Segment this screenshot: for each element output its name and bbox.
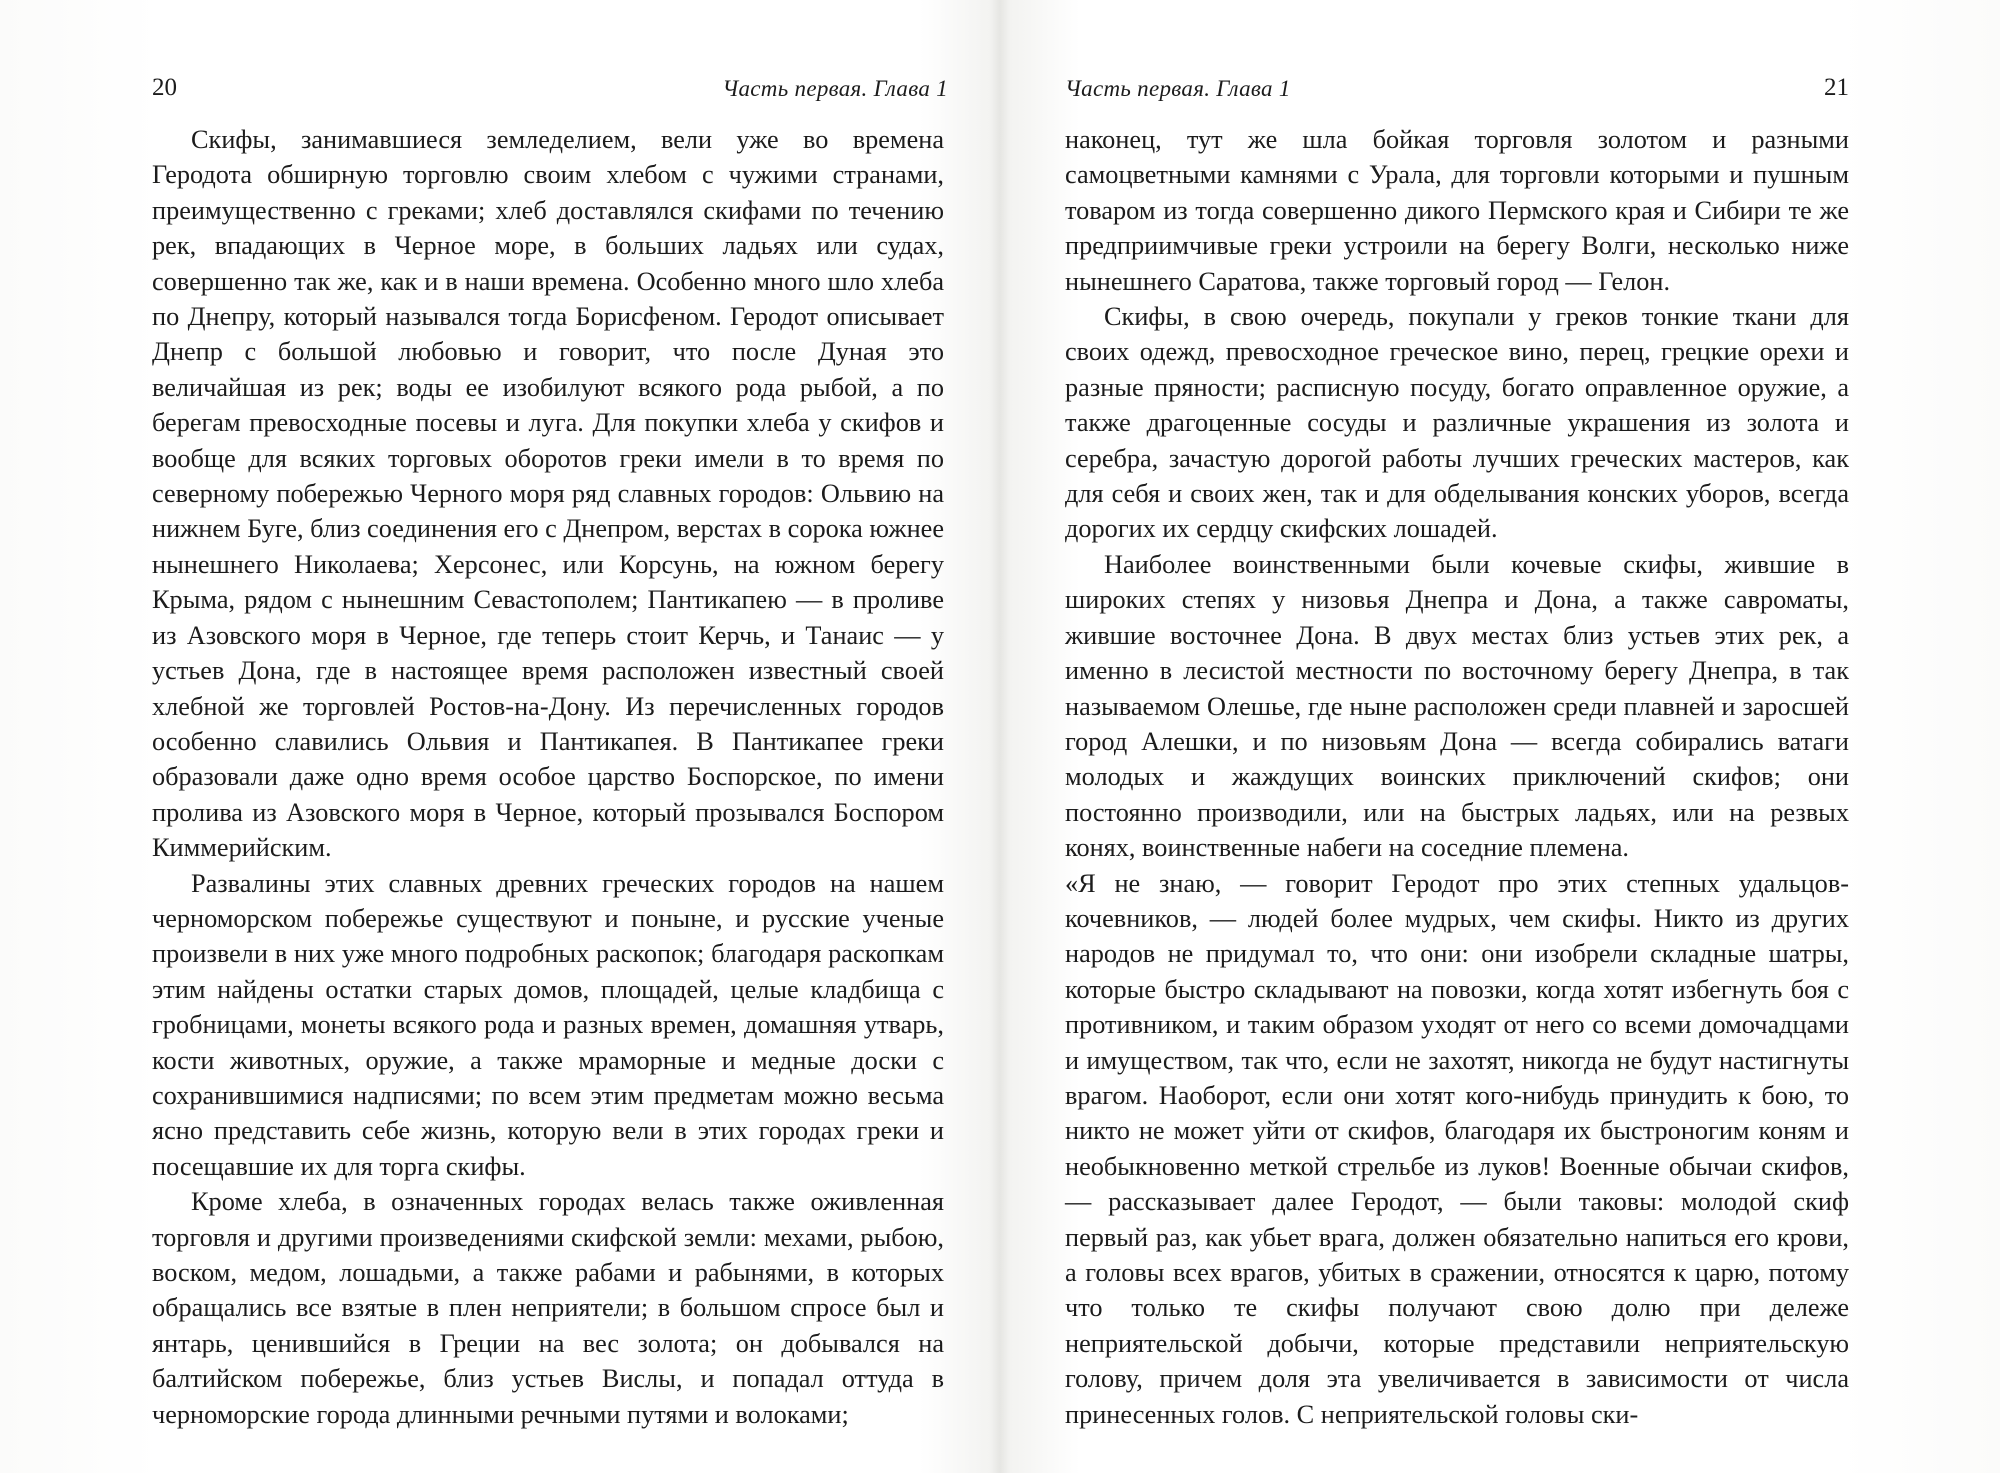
paragraph: «Я не знаю, — говорит Геродот про этих степных удальцов-кочевников, — людей более мудрых, чем скифы. Никто из других народов не придумал то, что они: они изобрели складные шатры, которые быстро складывают на повозки, когда хотят избегнуть боя с противником, и таким образом уходят от него со всеми домочадцами и имуществом, так что, если не захотят, никогда не будут настигнуты врагом. Наоборот, если они хотят кого-нибудь принудить к бою, то никто не может уйти от скифов, благодаря их быстроногим коням и необыкновенно меткой стрельбе из луков! Военные обычаи скифов, — рассказывает далее Геродот, — были таковы: молодой скиф первый раз, как убьет врага, должен обязательно напиться его крови, а головы всех врагов, убитых в сражении, относятся к царю, потому что только те скифы получают свою долю при дележе неприятельской добычи, которые представили неприятельскую голову, причем доля эта увеличивается в зависимости от числа принесенных голов. С неприятельской головы ски- <box>1065 868 1849 1429</box>
body-text <box>1065 122 1849 1432</box>
paragraph: Развалины этих славных древних греческих городов на нашем черноморском побережье существуют и поныне, и русские ученые произвели в них уже много подробных раскопок; благодаря раскопкам этим найдены остатки старых домов, площадей, целые кладбища с гробницами, монеты всякого рода и разных времен, домашняя утварь, кости животных, оружие, а также мраморные и медные доски с сохранившимися надписями; по всем этим предметам можно весьма ясно представить себе жизнь, которую вели в этих городах греки и посещавшие их для торга скифы. <box>152 868 944 1181</box>
paragraph: Наиболее воинственными были кочевые скифы, жившие в широких степях у низовья Днепра и Дона, а также савроматы, жившие восточнее Дона. В двух местах близ устьев этих рек, а именно в лесистой местности по восточному берегу Днепра, в так называемом Олешье, где ныне расположен среди плавней и заросшей город Алешки, и по низовьям Дона — всегда собирались ватаги молодых и жаждущих воинских приключений скифов; они постоянно производили, или на быстрых ладьях, или на резвых конях, воинственные набеги на соседние племена. <box>1065 549 1849 863</box>
running-head: Часть первая. Глава 1 <box>722 76 948 101</box>
paragraph: Скифы, занимавшиеся земледелием, вели уже во времена Геродота обширную торговлю своим хлебом с чужими странами, преимущественно с греками; хлеб доставлялся скифами по течению рек, впадающих в Черное море, в больших ладьях или судах, совершенно так же, как и в наши времена. Особенно много шло хлеба по Днепру, который назывался тогда Борисфеном. Геродот описывает Днепр с большой любовью и говорит, что после Дуная это величайшая из рек; воды ее изобилуют всякого рода рыбой, а по берегам превосходные посевы и луга. Для покупки хлеба у скифов и вообще для всяких торговых оборотов греки имели в то время по северному побережью Черного моря ряд славных городов: Ольвию на нижнем Буге, близ соединения его с Днепром, верстах в сорока южнее нынешнего Николаева; Херсонес, или Корсунь, на южном берегу Крыма, рядом с нынешним Севастополем; Пантикапею — в проливе из Азовского моря в Черное, где теперь стоит Керчь, и Танаис — у устьев Дона, где в настоящее время расположен известный своей хлебной же торговлей Ростов-на-Дону. Из перечисленных городов особенно славились Ольвия и Пантикапея. В Пантикапее греки образовали даже одно время особое царство Боспорское, по имени пролива из Азовского моря в Черное, который прозывался Боспором Киммерийским. <box>152 125 944 863</box>
page-number: 21 <box>1824 74 1849 101</box>
running-head: Часть первая. Глава 1 <box>1065 76 1291 101</box>
page-number: 20 <box>152 74 177 101</box>
paragraph: наконец, тут же шла бойкая торговля золотом и разными самоцветными камнями с Урала, для торговли которыми и пушным товаром из тогда совершенно дикого Пермского края и Сибири те же предприимчивые греки устроили на берегу Волги, несколько ниже нынешнего Саратова, также торговый город — Гелон. <box>1065 125 1849 296</box>
paragraph: Кроме хлеба, в означенных городах велась также оживленная торговля и другими произведениями скифской земли: мехами, рыбою, воском, медом, лошадьми, а также рабами и рабынями, в которых обращались все взятые в плен неприятели; в большом спросе был и янтарь, ценившийся в Греции на вес золота; он добывался на балтийском побережье, близ устьев Вислы, и попадал оттуда в черноморские города длинными речными путями и волоками; <box>152 1187 944 1429</box>
body-text <box>152 122 944 1432</box>
paragraph: Скифы, в свою очередь, покупали у греков тонкие ткани для своих одежд, превосходное греческое вино, перец, грецкие орехи и разные пряности; расписную посуду, богато оправленное оружие, а также драгоценные сосуды и различные украшения из золота и серебра, зачастую дорогой работы лучших греческих мастеров, как для себя и своих жен, так и для обделывания конских уборов, всегда дорогих их сердцу скифских лошадей. <box>1065 302 1849 544</box>
right-page <box>1000 0 2000 1473</box>
